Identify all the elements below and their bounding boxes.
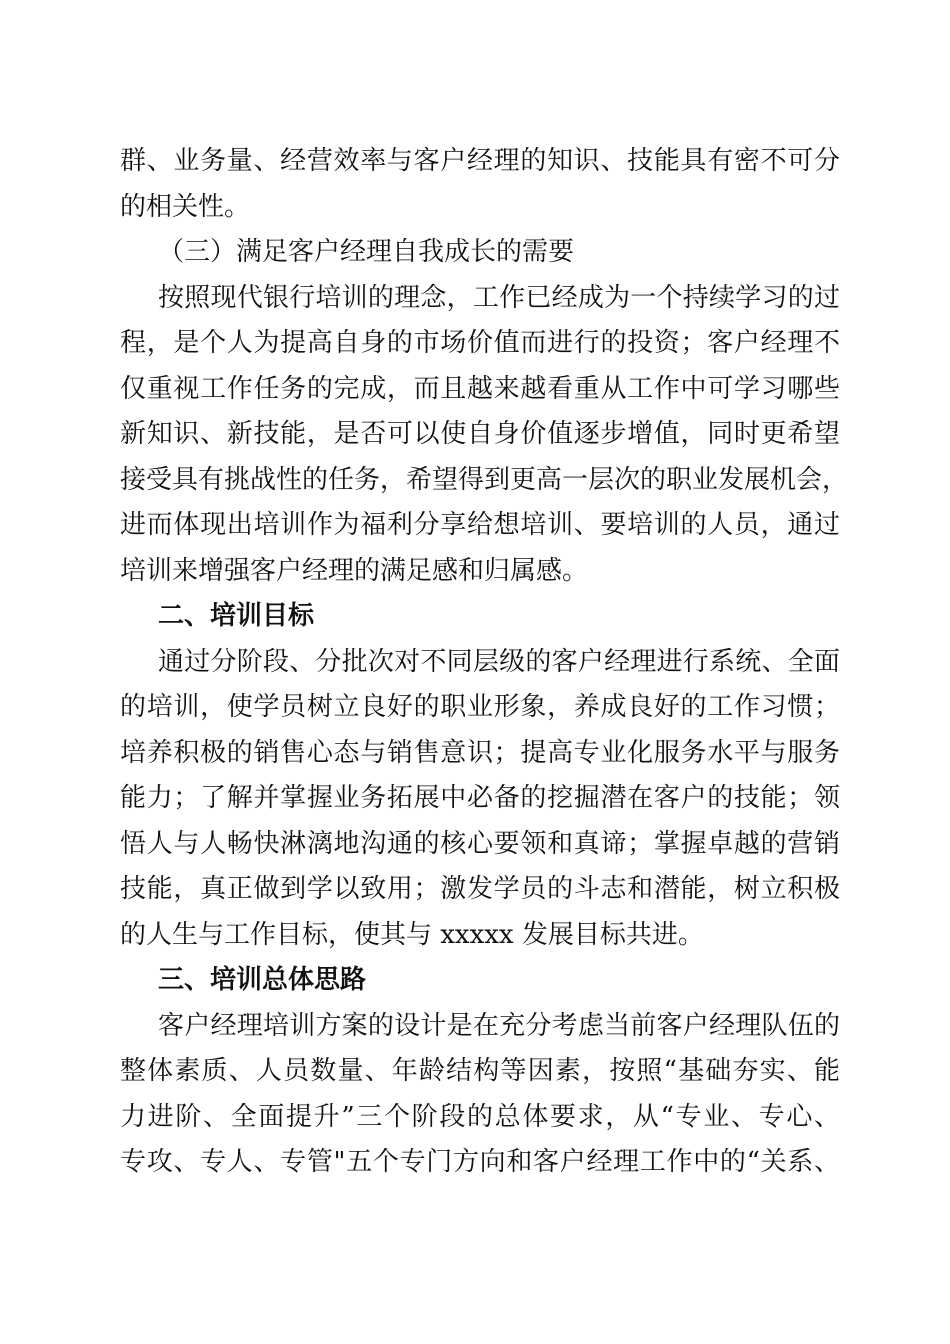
paragraph-line: 技能，真正做到学以致用；激发学员的斗志和潜能，树立积极 — [120, 874, 840, 904]
paragraph-line: 力进阶、全面提升”三个阶段的总体要求，从“专业、专心、 — [120, 1102, 840, 1132]
paragraph-line: 仅重视工作任务的完成，而且越来越看重从工作中可学习哪些 — [120, 374, 840, 404]
paragraph-line: 客户经理培训方案的设计是在充分考虑当前客户经理队伍的 — [158, 1011, 840, 1041]
paragraph-line: 的相关性。 — [120, 192, 251, 222]
paragraph-line: 培训来增强客户经理的满足感和归属感。 — [120, 556, 589, 586]
paragraph-line: 培养积极的销售心态与销售意识；提高专业化服务水平与服务 — [120, 738, 840, 768]
paragraph-line: 程，是个人为提高自身的市场价值而进行的投资；客户经理不 — [120, 328, 840, 358]
paragraph-line: 整体素质、人员数量、年龄结构等因素，按照“基础夯实、能 — [120, 1056, 840, 1086]
paragraph-line: 接受具有挑战性的任务，希望得到更高一层次的职业发展机会， — [120, 465, 849, 495]
paragraph-line: 悟人与人畅快淋漓地沟通的核心要领和真谛；掌握卓越的营销 — [120, 829, 840, 859]
paragraph-line: 专攻、专人、专管"五个专门方向和客户经理工作中的“关系、 — [120, 1147, 840, 1177]
paragraph-line: 群、业务量、经营效率与客户经理的知识、技能具有密不可分 — [120, 146, 840, 176]
paragraph-line: 进而体现出培训作为福利分享给想培训、要培训的人员，通过 — [120, 510, 840, 540]
paragraph-line: 的人生与工作目标，使其与 xxxxx 发展目标共进。 — [120, 920, 704, 950]
paragraph-line: 通过分阶段、分批次对不同层级的客户经理进行系统、全面 — [158, 647, 840, 677]
paragraph-line: 按照现代银行培训的理念，工作已经成为一个持续学习的过 — [158, 283, 840, 313]
paragraph-line: 新知识、新技能，是否可以使自身价值逐步增值，同时更希望 — [120, 419, 840, 449]
paragraph-line: 的培训，使学员树立良好的职业形象，养成良好的工作习惯； — [120, 692, 840, 722]
section-heading: 二、培训目标 — [158, 601, 315, 631]
section-heading: 三、培训总体思路 — [158, 965, 367, 995]
section-subheading: （三）满足客户经理自我成长的需要 — [158, 237, 575, 267]
paragraph-line: 能力；了解并掌握业务拓展中必备的挖掘潜在客户的技能；领 — [120, 783, 840, 813]
